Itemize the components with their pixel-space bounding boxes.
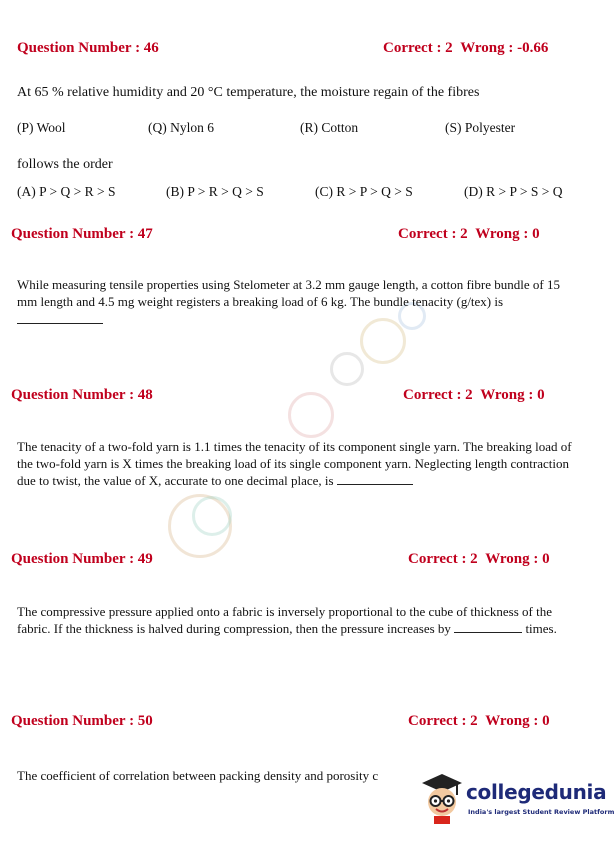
watermark-seal-5 [360,318,406,364]
question-text: The compressive pressure applied onto a fabric is inversely proportional to the cube of thickness of the fabric. If the thickness is halved during compression, then the pressure increases by times. [17,604,557,636]
question-text: The tenacity of a two-fold yarn is 1.1 times the tenacity of its component single yarn. The breaking load of the two-fold yarn is X times the breaking load of its single component yarn. Neglecting length contraction due to twist, the value of X, accurate to one decimal place, is [17,439,572,488]
option-d: (D) R > P > S > Q [464,184,563,199]
wrong-marks: Wrong : 0 [475,226,540,242]
question-text: While measuring tensile properties using Stelometer at 3.2 mm gauge length, a cotton fibre bundle of 15 mm length and 4.5 mg weight registers a breaking load of 6 kg. The bundle tenacity (g/tex) is [17,277,560,309]
question-text-continued: follows the order [17,157,113,172]
correct-marks: Correct : 2 [398,226,468,242]
brand-logo [418,768,614,828]
watermark-seal-4 [330,352,364,386]
question-text: At 65 % relative humidity and 20 °C temperature, the moisture regain of the fibres [17,85,480,100]
option-a: (A) P > Q > R > S [17,184,116,199]
wrong-marks: Wrong : -0.66 [460,40,549,56]
graduate-mascot-icon [420,772,464,824]
correct-marks: Correct : 2 [408,551,478,567]
watermark-seal-2 [192,496,232,536]
item-p: (P) Wool [17,120,66,135]
item-r: (R) Cotton [300,120,359,135]
option-b: (B) P > R > Q > S [166,184,264,199]
item-q: (Q) Nylon 6 [148,120,214,135]
item-s: (S) Polyester [445,120,516,135]
correct-marks: Correct : 2 [403,387,473,403]
marks-label [408,713,550,730]
question-number-heading: Question Number : 48 [11,387,153,403]
watermark-seal-3 [288,392,334,438]
answer-blank [337,474,413,485]
wrong-marks: Wrong : 0 [485,713,550,729]
question-text: The coefficient of correlation between packing density and porosity c [17,768,379,783]
correct-marks: Correct : 2 [383,40,453,56]
brand-tagline: India's largest Student Review Platform [468,808,614,816]
question-text-end: times. [525,621,557,636]
correct-marks: Correct : 2 [408,713,478,729]
answer-blank [17,313,103,324]
answer-blank [454,622,522,633]
wrong-marks: Wrong : 0 [485,551,550,567]
marks-label [403,387,545,404]
marks-label [398,226,540,243]
question-number-heading: Question Number : 46 [17,40,159,56]
marks-label [408,551,550,568]
wrong-marks: Wrong : 0 [480,387,545,403]
brand-name: collegedunia [466,780,607,804]
question-number-heading: Question Number : 50 [11,713,153,729]
question-number-heading: Question Number : 47 [11,226,153,242]
question-number-heading: Question Number : 49 [11,551,153,567]
marks-label [383,40,548,57]
option-c: (C) R > P > Q > S [315,184,413,199]
